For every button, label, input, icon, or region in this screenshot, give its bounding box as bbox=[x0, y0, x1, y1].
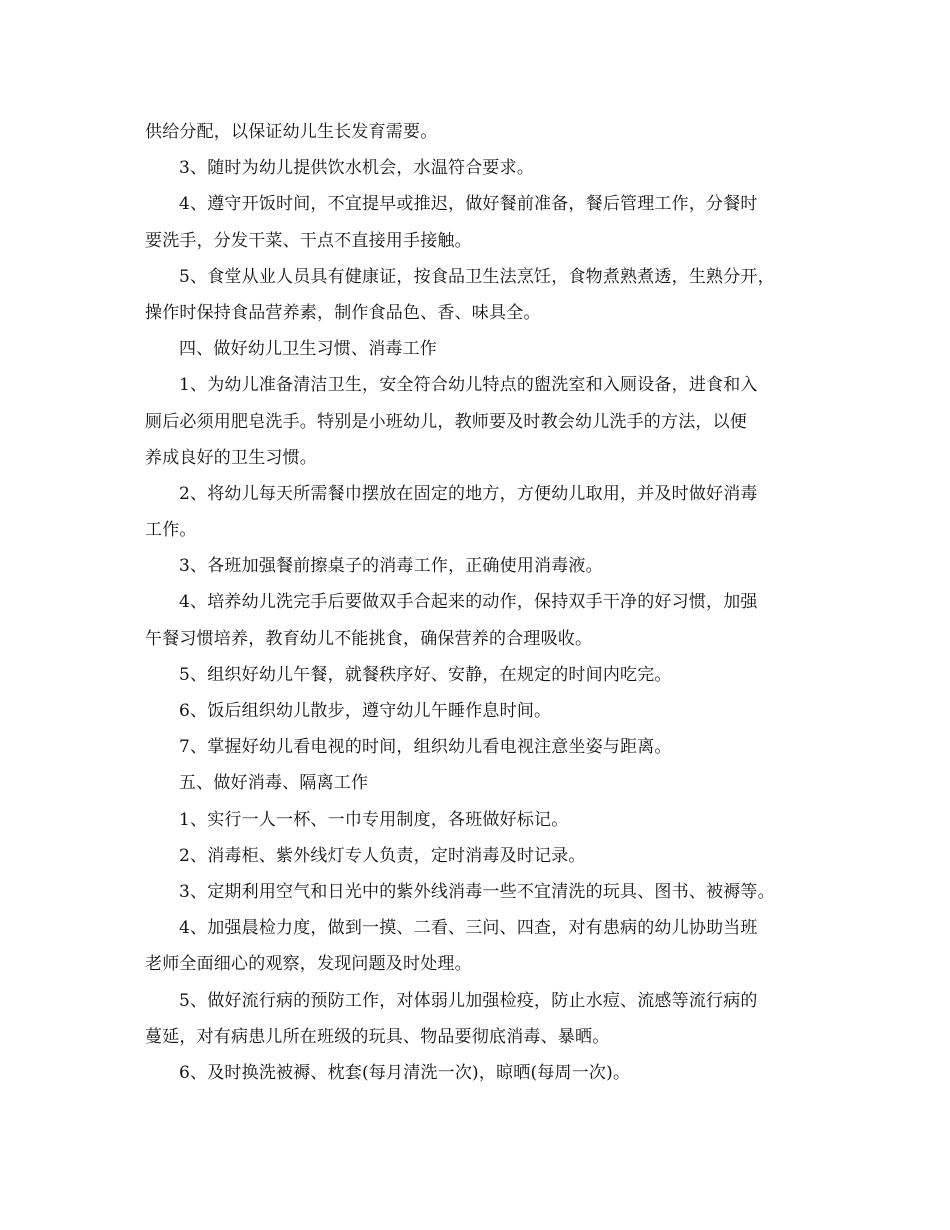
text-line: 养成良好的卫生习惯。 bbox=[145, 447, 317, 468]
list-item: 6、及时换洗被褥、枕套(每月清洗一次)，晾晒(每周一次)。 bbox=[179, 1062, 631, 1083]
list-item: 1、为幼儿准备清洁卫生，安全符合幼儿特点的盥洗室和入厕设备，进食和入 bbox=[179, 375, 758, 396]
list-item: 4、加强晨检力度，做到一摸、二看、三问、四查，对有患病的幼儿协助当班 bbox=[179, 918, 758, 939]
text-line: 要洗手，分发干菜、干点不直接用手接触。 bbox=[145, 230, 472, 251]
text-line: 蔓延，对有病患儿所在班级的玩具、物品要彻底消毒、暴晒。 bbox=[145, 1026, 610, 1047]
list-item: 6、饭后组织幼儿散步，遵守幼儿午睡作息时间。 bbox=[179, 701, 552, 721]
section-heading: 五、做好消毒、隔离工作 bbox=[179, 773, 369, 794]
section-heading: 四、做好幼儿卫生习惯、消毒工作 bbox=[179, 339, 437, 360]
list-item: 5、做好流行病的预防工作，对体弱儿加强检疫，防止水痘、流感等流行病的 bbox=[179, 990, 758, 1011]
text-line: 午餐习惯培养，教育幼儿不能挑食，确保营养的合理吸收。 bbox=[145, 628, 593, 649]
list-item: 3、定期利用空气和日光中的紫外线消毒一些不宜清洗的玩具、图书、被褥等。 bbox=[179, 881, 775, 902]
text-line: 供给分配，以保证幼儿生长发育需要。 bbox=[145, 122, 438, 142]
list-item: 5、食堂从业人员具有健康证，按食品卫生法烹饪，食物煮熟煮透，生熟分开， bbox=[179, 266, 775, 287]
list-item: 7、掌握好幼儿看电视的时间，组织幼儿看电视注意坐姿与距离。 bbox=[179, 737, 672, 758]
document-body bbox=[145, 114, 825, 1091]
list-item: 4、遵守开饭时间，不宜提早或推迟，做好餐前准备，餐后管理工作，分餐时 bbox=[179, 194, 758, 215]
list-item: 3、各班加强餐前擦桌子的消毒工作，正确使用消毒液。 bbox=[179, 556, 603, 577]
list-item: 3、随时为幼儿提供饮水机会，水温符合要求。 bbox=[179, 158, 535, 179]
text-line: 厕后必须用肥皂洗手。特别是小班幼儿，教师要及时教会幼儿洗手的方法，以便 bbox=[145, 411, 747, 432]
list-item: 5、组织好幼儿午餐，就餐秩序好、安静，在规定的时间内吃完。 bbox=[179, 664, 672, 685]
list-item: 1、实行一人一杯、一巾专用制度，各班做好标记。 bbox=[179, 809, 569, 830]
text-line: 老师全面细心的观察，发现问题及时处理。 bbox=[145, 954, 472, 975]
text-line: 操作时保持食品营养素，制作食品色、香、味具全。 bbox=[145, 302, 541, 323]
list-item: 2、将幼儿每天所需餐巾摆放在固定的地方，方便幼儿取用，并及时做好消毒 bbox=[179, 483, 758, 504]
list-item: 2、消毒柜、紫外线灯专人负责，定时消毒及时记录。 bbox=[179, 845, 586, 866]
list-item: 4、培养幼儿洗完手后要做双手合起来的动作，保持双手干净的好习惯，加强 bbox=[179, 592, 758, 613]
text-line: 工作。 bbox=[145, 520, 197, 541]
